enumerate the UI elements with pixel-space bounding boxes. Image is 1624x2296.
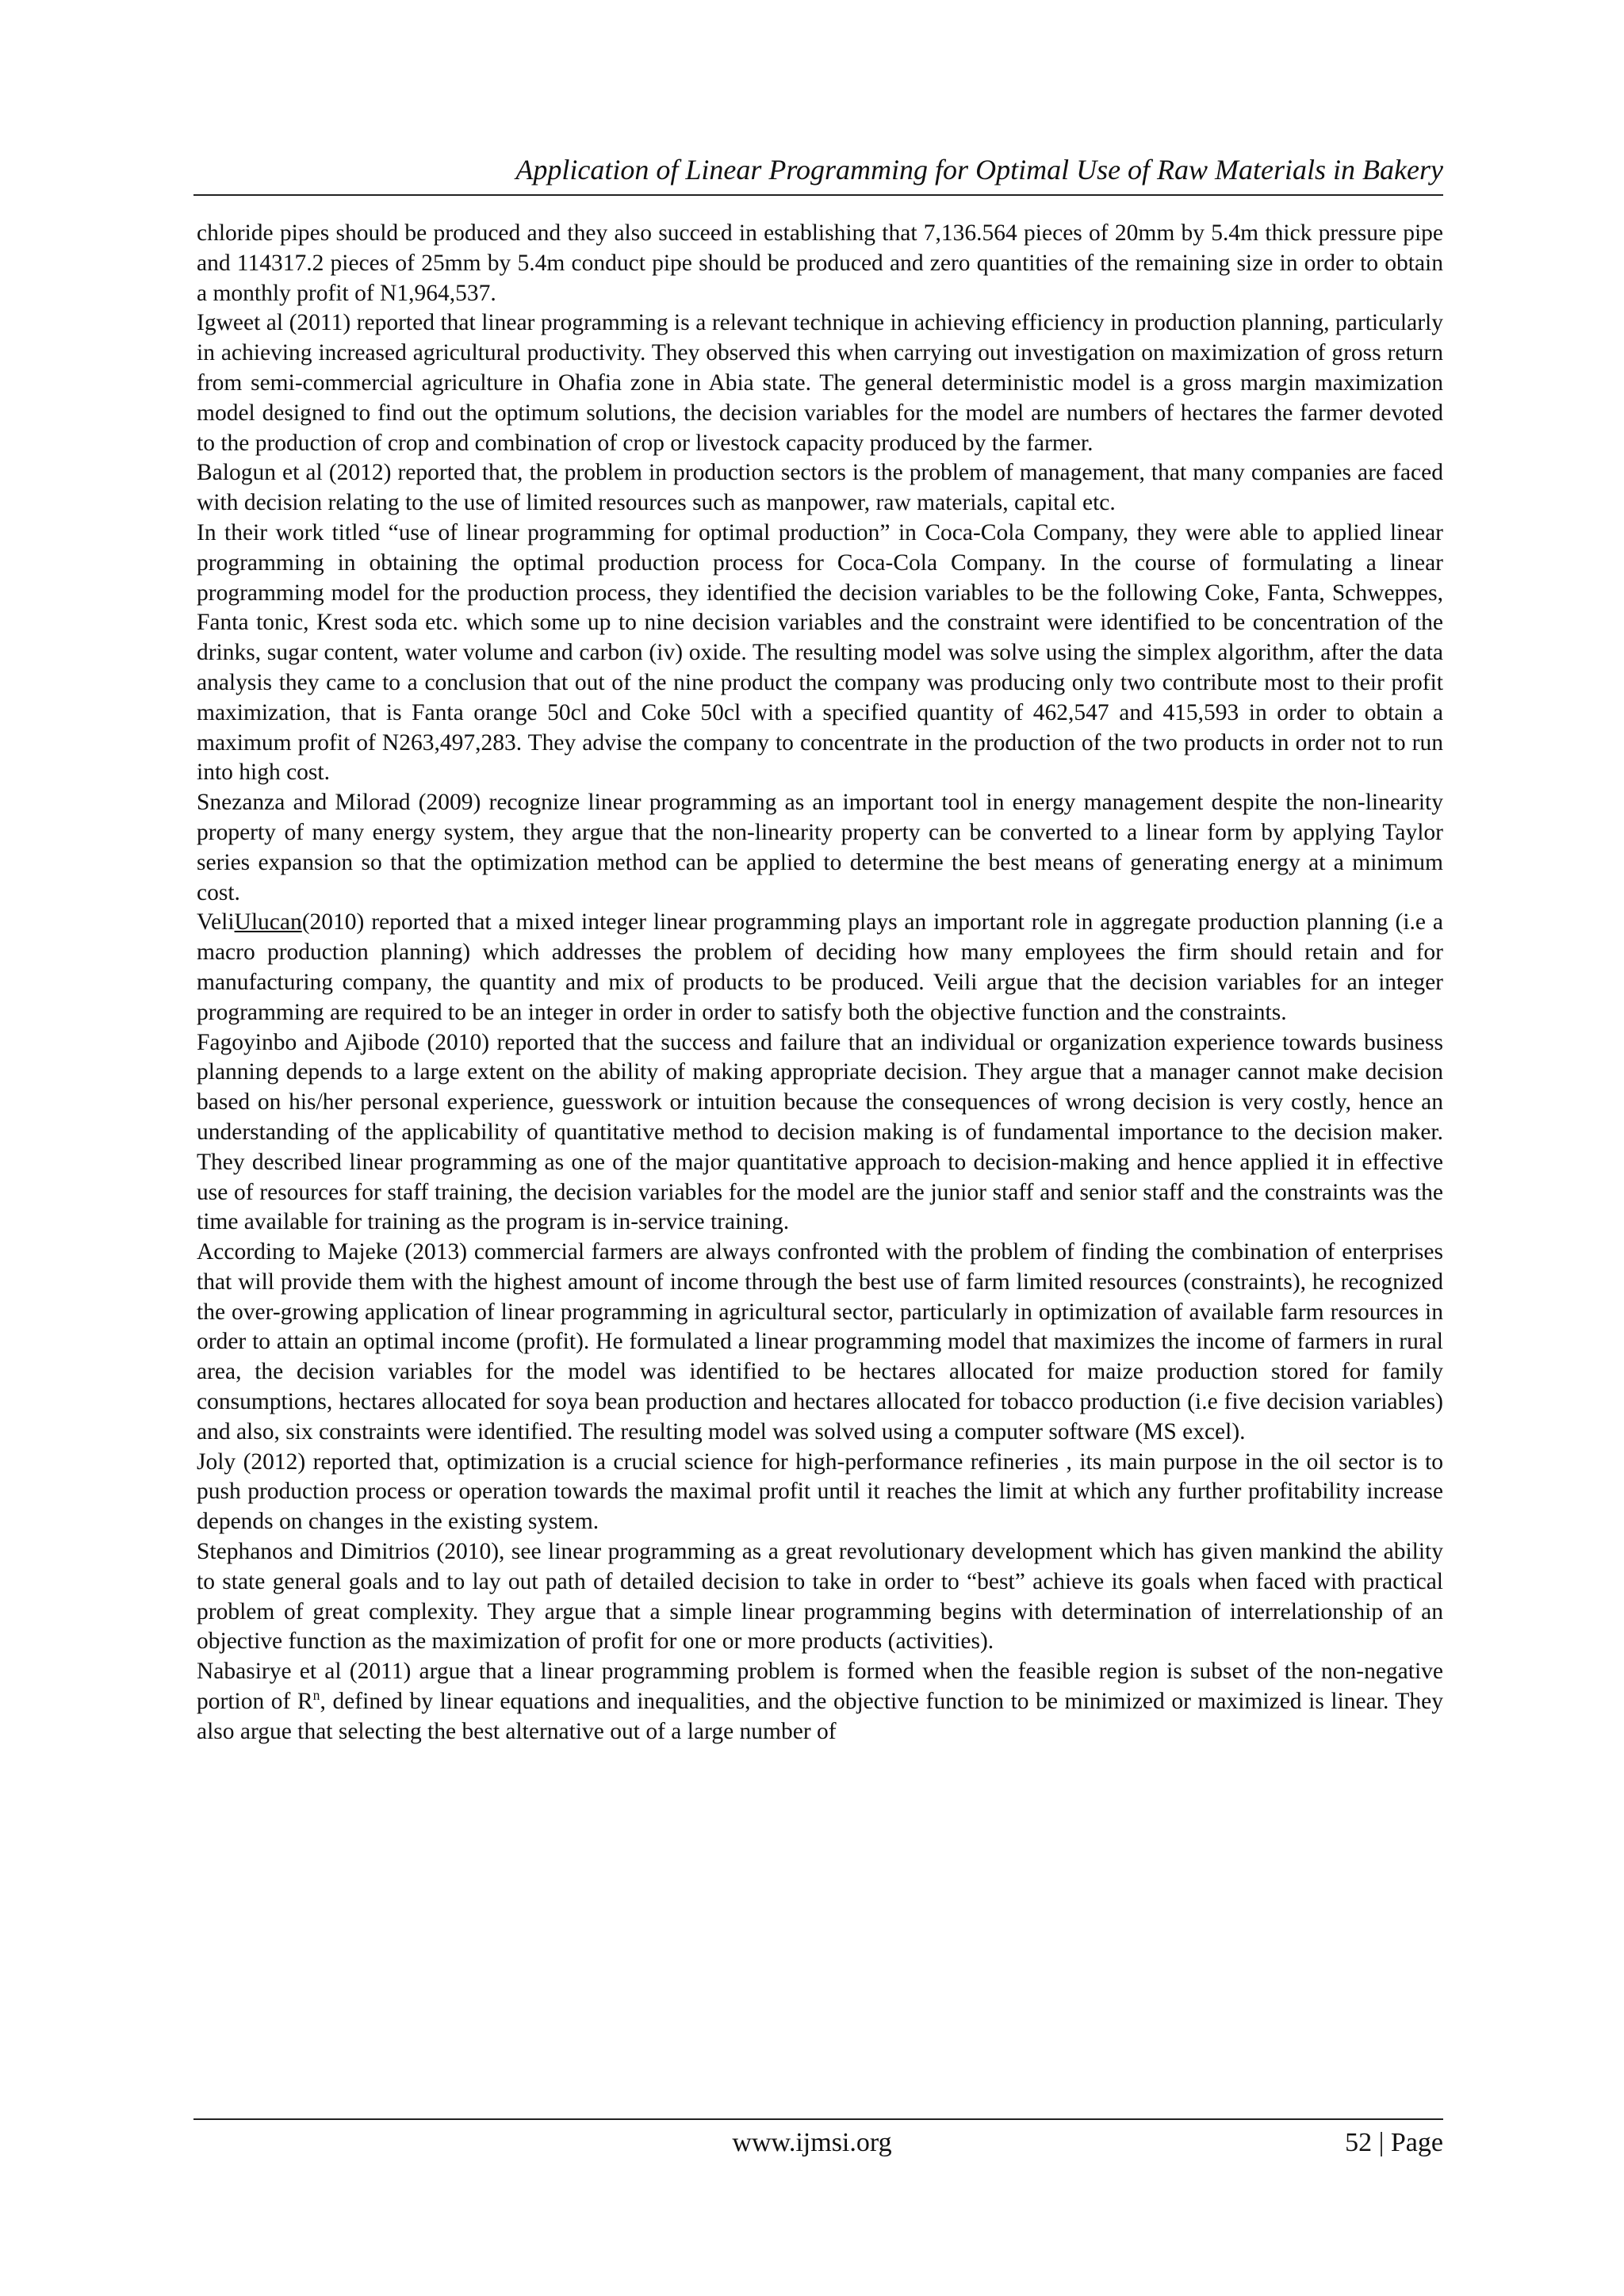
- footer-page-number: 52 | Page: [1345, 2128, 1443, 2157]
- paragraph-balogun: Balogun et al (2012) reported that, the problem in production sectors is the problem of management, that many companies are faced with decision relating to the use of limited resources such as manpower, raw materials, capital etc.: [197, 460, 1443, 516]
- footer-divider: [193, 2118, 1443, 2120]
- paragraph-joly: Joly (2012) reported that, optimization is a crucial science for high-performance refineries , its main purpose in the oil sector is to push production process or operation towards the maximal profit until it reaches the limit at which any further profitability increase depends on changes in the existing system.: [197, 1448, 1443, 1535]
- ulucan-link: Ulucan: [234, 909, 302, 936]
- paragraph-stephanos: Stephanos and Dimitrios (2010), see linear programming as a great revolutionary development which has given mankind the ability to state general goals and to lay out path of detailed decision to take in order to “best” achieve its goals when faced with practical problem of great complexity. They argue that a simple linear programming begins with determination of interrelationship of an objective function as the maximization of profit for one or more products (activities).: [197, 1539, 1443, 1655]
- footer-website: www.ijmsi.org: [732, 2128, 892, 2157]
- paragraph-coca-cola: In their work titled “use of linear programming for optimal production” in Coca-Cola Company, they were able to applied linear programming in obtaining the optimal production process for Coca-Cola Company. In the course of formulating a linear programming model for the production process, they identified the decision variables to be the following Coke, Fanta, Schweppes, Fanta tonic, Krest soda etc. which some up to nine decision variables and the constraint were identified to be concentration of the drinks, sugar content, water volume and carbon (iv) oxide. The resulting model was solve using the simplex algorithm, after the data analysis they came to a conclusion that out of the nine product the company was producing only two contribute most to their profit maximization, that is Fanta orange 50cl and Coke 50cl with a specified quantity of 462,547 and 415,593 in order to obtain a maximum profit of N263,497,283. They advise the company to concentrate in the production of the two products in order not to run into high cost.: [197, 519, 1443, 786]
- paragraph-fagoyinbo: Fagoyinbo and Ajibode (2010) reported that the success and failure that an individual or organization experience towards business planning depends to a large extent on the ability of making appropriate decision. They argue that a manager cannot make decision based on his/her personal experience, guesswork or intuition because the consequences of wrong decision is very costly, hence an understanding of the applicability of quantitative method to decision making is of fundamental importance to the decision maker. They described linear programming as one of the major quantitative approach to decision-making and hence applied it in effective use of resources for staff training, the decision variables for the model are the junior staff and senior staff and the constraints was the time available for training as the program is in-service training.: [197, 1029, 1443, 1235]
- veli-prefix: Veli: [197, 909, 235, 936]
- nabasirye-after: , defined by linear equations and inequalities, and the objective function to be minimized or maximized is linear. They also argue that selecting the best alternative out of a large number of: [197, 1689, 1443, 1744]
- paragraph-igwe: Igweet al (2011) reported that linear programming is a relevant technique in achieving efficiency in production planning, particularly in achieving increased agricultural productivity. They observed this when carrying out investigation on maximization of gross return from semi-commercial agriculture in Ohafia zone in Abia state. The general deterministic model is a gross margin maximization model designed to find out the optimum solutions, the decision variables for the model are numbers of hectares the farmer devoted to the production of crop and combination of crop or livestock capacity produced by the farmer.: [197, 310, 1443, 456]
- paragraph-snezanza: Snezanza and Milorad (2009) recognize linear programming as an important tool in energy management despite the non-linearity property of many energy system, they argue that the non-linearity property can be converted to a linear form by applying Taylor series expansion so that the optimization method can be applied to determine the best means of generating energy at a minimum cost.: [197, 790, 1443, 905]
- nabasirye-before: Nabasirye et al (2011) argue that a linear programming problem is formed when the feasible region is subset of the non-negative portion of R: [197, 1659, 1443, 1715]
- paragraph-majeke: According to Majeke (2013) commercial farmers are always confronted with the problem of finding the combination of enterprises that will provide them with the highest amount of income through the best use of farm limited resources (constraints), he recognized the over-growing application of linear programming in agricultural sector, particularly in optimization of available farm resources in order to attain an optimal income (profit). He formulated a linear programming model that maximizes the income of farmers in rural area, the decision variables for the model was identified to be hectares allocated for maize production stored for family consumptions, hectares allocated for soya bean production and hectares allocated for tobacco production (i.e five decision variables) and also, six constraints were identified. The resulting model was solved using a computer software (MS excel).: [197, 1239, 1443, 1445]
- header-divider: [193, 194, 1443, 196]
- running-header: Application of Linear Programming for Optimal Use of Raw Materials in Bakery: [515, 154, 1443, 186]
- veli-rest: (2010) reported that a mixed integer linear programming plays an important role in aggregate production planning (i.e a macro production planning) which addresses the problem of deciding how many employees the firm should retain and for manufacturing company, the quantity and mix of products to be produced. Veili argue that the decision variables for an integer programming are required to be an integer in order in order to satisfy both the objective function and the constraints.: [197, 909, 1443, 1025]
- paragraph-nabasirye: [197, 1657, 1443, 1747]
- superscript-n: n: [312, 1687, 320, 1704]
- paragraph-veli-ulucan: [197, 908, 1443, 1027]
- paragraph-pipes-continuation: chloride pipes should be produced and they also succeed in establishing that 7,136.564 pieces of 20mm by 5.4m thick pressure pipe and 114317.2 pieces of 25mm by 5.4m conduct pipe should be produced and zero quantities of the remaining size in order to obtain a monthly profit of N1,964,537.: [197, 220, 1443, 306]
- article-body: [197, 219, 1443, 1747]
